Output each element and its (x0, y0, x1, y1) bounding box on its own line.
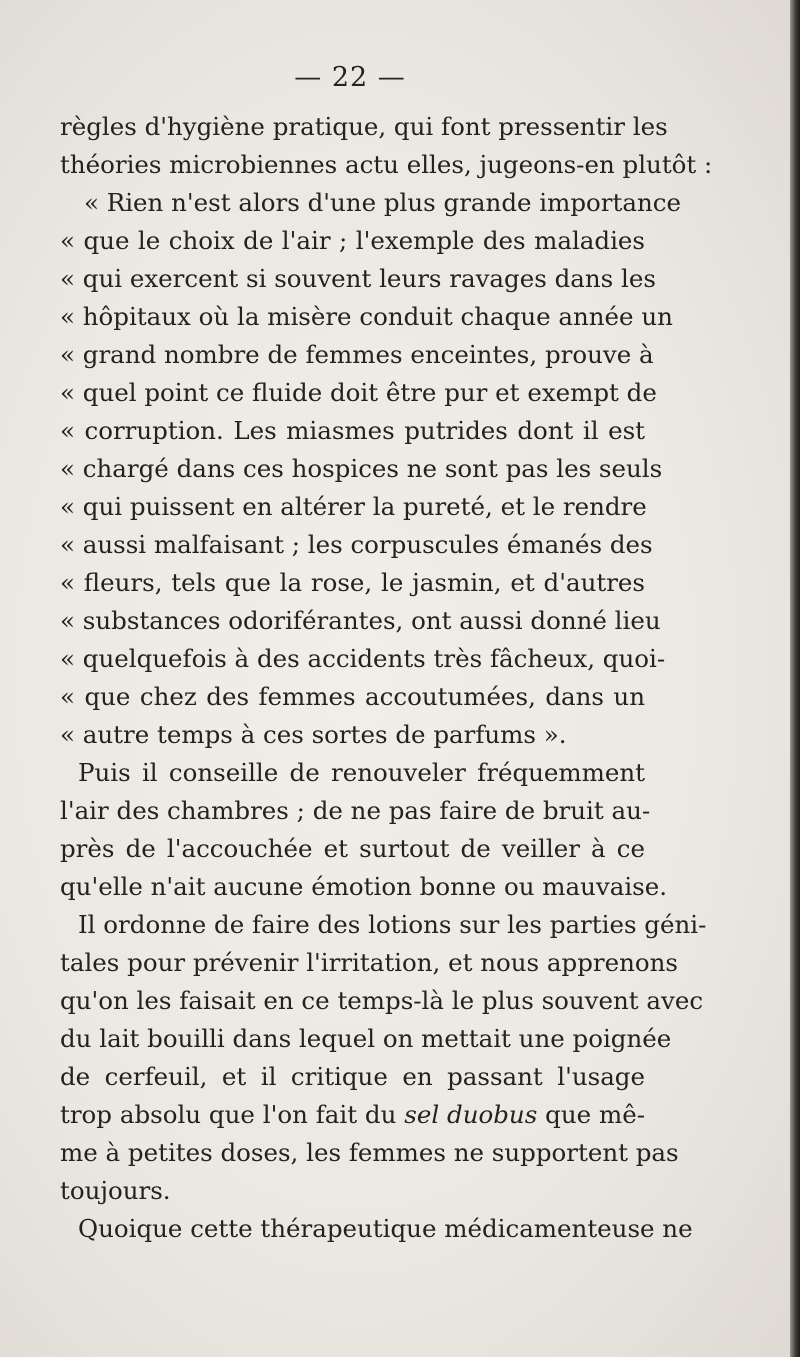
text-line: « grand nombre de femmes enceintes, prouve à (60, 340, 654, 369)
text-line: « hôpitaux où la misère conduit chaque année un (60, 302, 673, 331)
text-line: me à petites doses, les femmes ne supportent pas (60, 1138, 679, 1167)
text-line: « qui puissent en altérer la pureté, et le rendre (60, 492, 647, 521)
text-line: « aussi malfaisant ; les corpuscules émanés des (60, 530, 653, 559)
text-line: qu'elle n'ait aucune émotion bonne ou mauvaise. (60, 872, 668, 901)
text-line: toujours. (60, 1176, 171, 1205)
text-line: « Rien n'est alors d'une plus grande importance (84, 188, 681, 217)
text-segment: que mê- (545, 1100, 645, 1129)
text-line: théories microbiennes actu elles, jugeons-en plutôt : (60, 150, 713, 179)
text-line: règles d'hygiène pratique, qui font pressentir les (60, 112, 668, 141)
text-line: « que le choix de l'air ; l'exemple des maladies (60, 226, 645, 255)
text-line: « autre temps à ces sortes de parfums ». (60, 720, 567, 749)
text-line: de cerfeuil, et il critique en passant l'usage (60, 1062, 645, 1091)
text-line: « corruption. Les miasmes putrides dont il est (60, 416, 645, 445)
text-line: Puis il conseille de renouveler fréquemment (78, 758, 645, 787)
text-line: Quoique cette thérapeutique médicamenteuse ne (78, 1214, 693, 1243)
text-line: « fleurs, tels que la rose, le jasmin, et d'autres (60, 568, 645, 597)
page-number: — 22 — (294, 62, 406, 93)
page-edge-shadow (790, 0, 800, 1357)
text-line: qu'on les faisait en ce temps-là le plus souvent avec (60, 986, 704, 1015)
text-line: Il ordonne de faire des lotions sur les parties géni- (78, 910, 707, 939)
text-line: « quel point ce fluide doit être pur et exempt de (60, 378, 657, 407)
text-line-with-italic (60, 1096, 645, 1134)
text-line: « que chez des femmes accoutumées, dans un (60, 682, 645, 711)
text-line: « quelquefois à des accidents très fâcheux, quoi- (60, 644, 666, 673)
text-line: près de l'accouchée et surtout de veiller à ce (60, 834, 645, 863)
text-line: « chargé dans ces hospices ne sont pas les seuls (60, 454, 663, 483)
body-text (60, 108, 713, 1248)
text-line: l'air des chambres ; de ne pas faire de bruit au- (60, 796, 651, 825)
italic-term: sel duobus (404, 1100, 538, 1129)
text-line: « qui exercent si souvent leurs ravages dans les (60, 264, 656, 293)
text-line: tales pour prévenir l'irritation, et nous apprenons (60, 948, 678, 977)
text-segment: trop absolu que l'on fait du (60, 1100, 397, 1129)
text-line: « substances odoriférantes, ont aussi donné lieu (60, 606, 661, 635)
text-line: du lait bouilli dans lequel on mettait une poignée (60, 1024, 672, 1053)
